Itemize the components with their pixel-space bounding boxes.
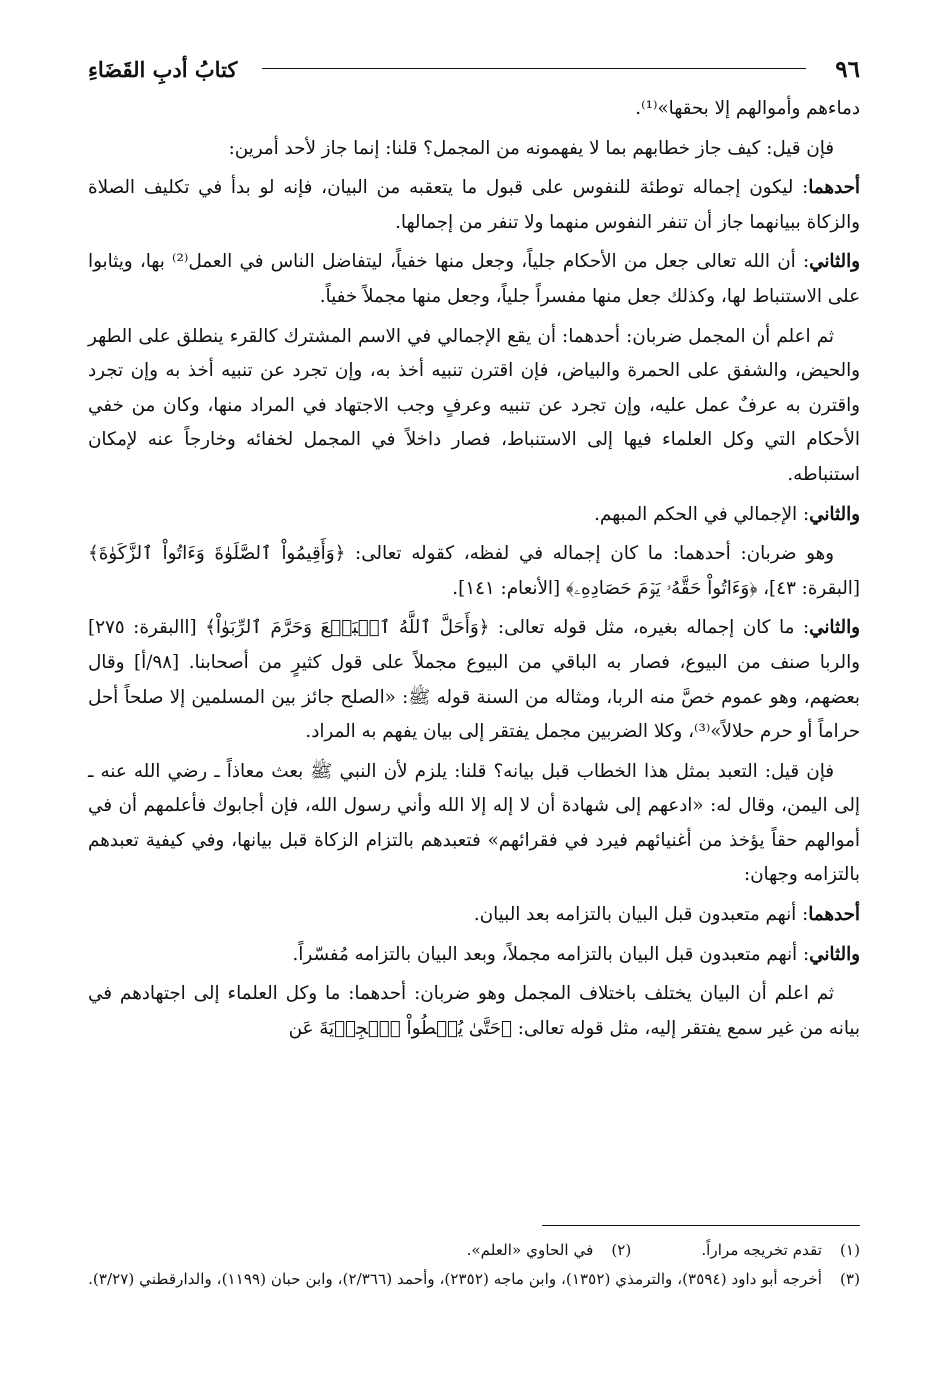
- paragraph-lead: والثاني: [809, 617, 860, 639]
- paragraph: وهو ضربان: أحدهما: ما كان إجماله في لفظه، كقوله تعالى: ﴿وَأَقِيمُواْ ٱلصَّلَوٰةَ وَءَاتُواْ ٱلزَّكَوٰةَ﴾ [البقرة: ٤٣]، ﴿وَءَاتُواْ حَقَّهُۥ يَوۡمَ حَصَادِهِۦ﴾ [الأنعام: ١٤١].: [88, 543, 860, 599]
- footnote-1: [701, 1236, 860, 1265]
- paragraph: أحدهما: ليكون إجماله توطئة للنفوس على قبول ما يتعقبه من البيان، فإنه لو بدأ في تكليف الصلاة والزكاة ببيانهما جاز أن تنفر النفوس منهما ولا تنفر من إجمالها.: [88, 177, 860, 233]
- paragraph: دماءهم وأموالهم إلا بحقها»⁽¹⁾.: [635, 98, 860, 119]
- footnote-text: أخرجه أبو داود (٣٥٩٤)، والترمذي (١٣٥٢)، وابن ماجه (٢٣٥٢)، وأحمد (٢/٣٦٦)، وابن حبان (١١٩٩)، والدارقطني (٣/٢٧).: [88, 1270, 822, 1288]
- paragraph: أحدهما: أنهم متعبدون قبل البيان بالتزامه بعد البيان.: [473, 904, 860, 926]
- paragraph: ثم اعلم أن البيان يختلف باختلاف المجمل وهو ضربان: أحدهما: ما وكل العلماء إلى اجتهادهم في بيانه من غير سمع يفتقر إليه، مثل قوله تعالى: ﴿حَتَّىٰ يُعۡطُواْ ٱلۡجِزۡيَةَ عَن: [88, 983, 860, 1039]
- footnote-row: [88, 1236, 860, 1265]
- page-number: ٩٦: [835, 55, 860, 83]
- footnote-2: [467, 1236, 632, 1265]
- footnote-text: في الحاوي «العلم».: [466, 1241, 594, 1259]
- paragraph-lead: أحدهما: [808, 904, 860, 926]
- footnote-3: [88, 1265, 860, 1294]
- paragraph: والثاني: أنهم متعبدون قبل البيان بالتزامه مجملاً، وبعد البيان بالتزامه مُفسّراً.: [292, 943, 860, 965]
- footnote-text: تقدم تخريجه مراراً.: [701, 1241, 822, 1259]
- page-header: [88, 52, 860, 86]
- paragraph-lead: أحدهما: [808, 177, 860, 199]
- header-rule: [262, 68, 806, 69]
- paragraph: والثاني: أن الله تعالى جعل من الأحكام جلياً، وجعل منها خفياً، ليتفاضل الناس في العمل⁽²⁾ بها، ويثابوا على الاستنباط لها، وكذلك جعل منها مفسراً جلياً، وجعل منها مجملاً خفياً.: [88, 251, 860, 307]
- paragraph-lead: والثاني: [809, 503, 860, 525]
- footnotes: [88, 1236, 860, 1294]
- paragraph: والثاني: الإجمالي في الحكم المبهم.: [594, 503, 860, 525]
- footnote-number: (٣): [839, 1270, 860, 1288]
- paragraph-lead: والثاني: [809, 943, 860, 965]
- paragraph: والثاني: ما كان إجماله بغيره، مثل قوله تعالى: ﴿وَأَحَلَّ ٱللَّهُ ٱلۡبَيۡعَ وَحَرَّمَ ٱلرِّبَوٰاْ﴾ [االبقرة: ٢٧٥] والربا صنف من البيوع، فصار به الباقي من البيوع مجملاً على قول كثيرٍ من أصحابنا. [٩٨/أ] وقال بعضهم، وهو عموم خصَّ منه الربا، ومثاله من السنة قوله ﷺ: «الصلح جائز بين المسلمين إلا صلحاً أحل حراماً أو حرم حلالاً»⁽³⁾، وكلا الضربين مجمل يفتقر إلى بيان يفهم به المراد.: [88, 617, 860, 743]
- book-title: كتابُ أدبِ القَضَاءِ: [88, 56, 238, 82]
- footnote-number: (٢): [611, 1241, 632, 1259]
- paragraph: فإن قيل: التعبد بمثل هذا الخطاب قبل بيانه؟ قلنا: يلزم لأن النبي ﷺ بعث معاذاً ـ رضي الله عنه ـ إلى اليمن، وقال له: «ادعهم إلى شهادة أن لا إله إلا الله وأني رسول الله، فإن أجابوك فأعلمهم أن في أموالهم حقاً يؤخذ من أغنيائهم فيرد في فقرائهم» فتعبدهم بالتزام الزكاة قبل بيانها، وفي كيفية تعبدهم بالتزامه وجهان:: [88, 760, 860, 886]
- paragraph-lead: والثاني: [809, 251, 860, 273]
- footnote-rule: [542, 1225, 860, 1226]
- footnote-number: (١): [839, 1241, 860, 1259]
- paragraph: فإن قيل: كيف جاز خطابهم بما لا يفهمونه من المجمل؟ قلنا: إنما جاز لأحد أمرين:: [228, 137, 834, 159]
- paragraph: ثم اعلم أن المجمل ضربان: أحدهما: أن يقع الإجمالي في الاسم المشترك كالقرء ينطلق على الطهر والحيض، والشفق على الحمرة والبياض، فإن اقترن تنبيه أخذ به، وإن تجرد عن تنبيه أخذ به وإن تجرد واقترن به عرفٌ عمل عليه، وإن تجرد عن تنبيه وعرفٍ وجب الاجتهاد في المراد منها، وكان من خفي الأحكام التي وكل العلماء فيها إلى الاستنباط، فصار داخلاً في المجمل لخفائه وخارجاً عنه لإمكان استنباطه.: [88, 325, 860, 485]
- main-text: [88, 92, 860, 1051]
